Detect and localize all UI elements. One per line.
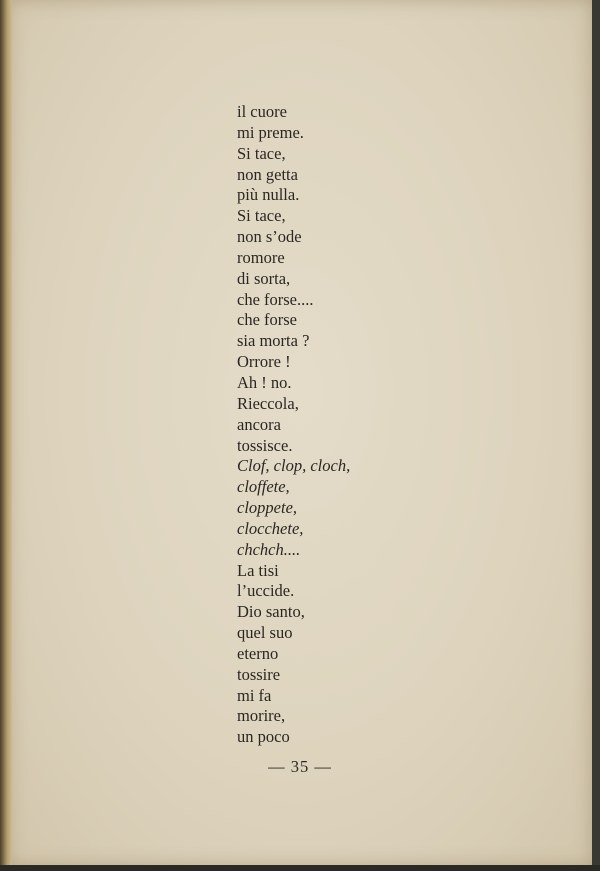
page-binding-edge: [0, 0, 12, 871]
poem-line: che forse....: [237, 289, 314, 309]
poem-line: Dio santo,: [237, 602, 305, 622]
poem-line: che forse: [237, 310, 298, 330]
poem-line: l’uccide.: [237, 581, 295, 601]
poem-line: La tisi: [237, 560, 279, 580]
poem-line: quel suo: [237, 623, 293, 643]
poem-line: mi preme.: [237, 122, 304, 142]
poem-line: più nulla.: [237, 185, 300, 205]
poem-text: [237, 102, 350, 748]
poem-line: chchch....: [237, 539, 301, 559]
poem-line: morire,: [237, 706, 286, 726]
poem-line: Clof, clop, cloch,: [237, 456, 351, 476]
poem-line: tossisce.: [237, 435, 293, 455]
book-page: [8, 0, 592, 866]
poem-line: sia morta ?: [237, 331, 310, 351]
poem-line: Orrore !: [237, 352, 291, 372]
poem-line: di sorta,: [237, 268, 291, 288]
poem-line: un poco: [237, 727, 290, 747]
poem-line: tossire: [237, 664, 281, 684]
poem-line: Rieccola,: [237, 393, 299, 413]
poem-line: il cuore: [237, 102, 287, 121]
poem-line: cloppete,: [237, 498, 298, 518]
poem-line: non getta: [237, 164, 298, 184]
poem-line: ancora: [237, 414, 281, 434]
poem-line: romore: [237, 247, 285, 267]
page-number: — 35 —: [268, 757, 332, 776]
poem-line: Ah ! no.: [237, 372, 292, 392]
poem-line: Si tace,: [237, 206, 286, 226]
poem-line: mi fa: [237, 685, 272, 705]
scan-bottom-edge: [0, 865, 600, 871]
poem-line: Si tace,: [237, 143, 286, 163]
poem-line: clocchete,: [237, 518, 304, 538]
poem-line: cloffete,: [237, 477, 290, 497]
poem-line: non s’ode: [237, 227, 302, 247]
poem-line: eterno: [237, 643, 279, 663]
